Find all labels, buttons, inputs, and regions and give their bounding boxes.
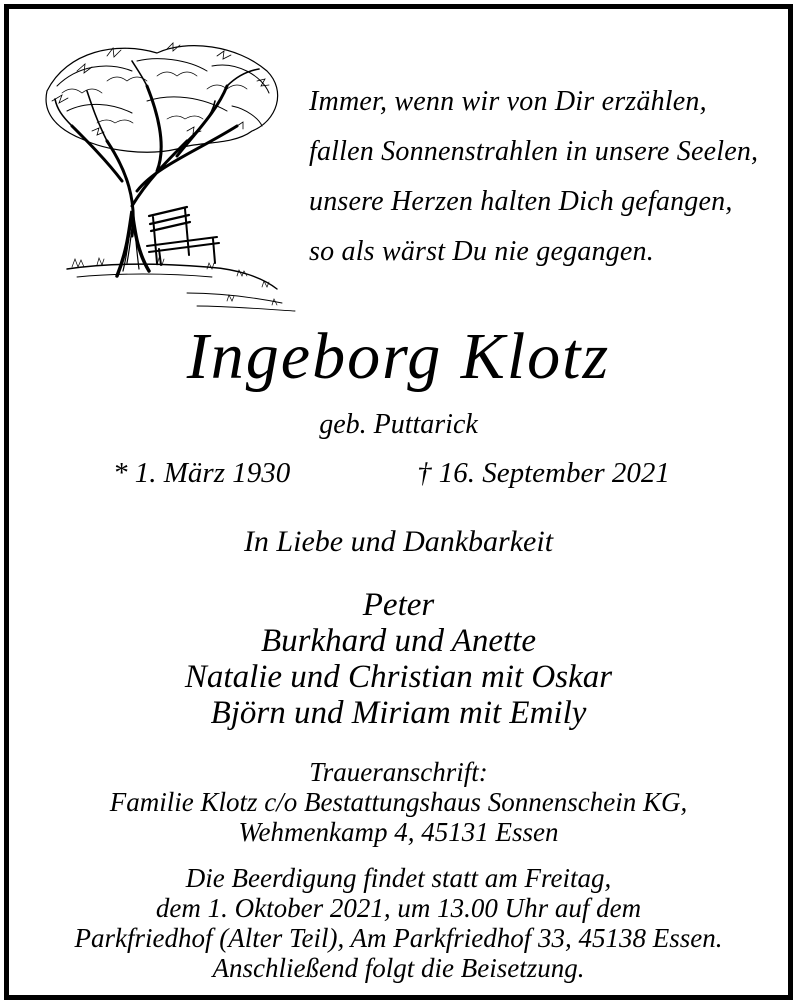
birth-date: * 1. März 1930 xyxy=(113,457,291,489)
dedication: In Liebe und Dankbarkeit xyxy=(243,525,554,558)
poem-line-1: Immer, wenn wir von Dir erzählen, xyxy=(309,86,707,117)
family-member: Burkhard und Anette xyxy=(261,623,536,659)
family-member: Peter xyxy=(362,587,435,623)
family-member: Björn und Miriam mit Emily xyxy=(210,695,587,731)
funeral-line: Die Beerdigung findet statt am Freitag, xyxy=(185,863,612,893)
mourning-address xyxy=(9,757,788,847)
deceased-name: Ingeborg Klotz xyxy=(186,320,611,393)
funeral-line: Anschließend folgt die Beisetzung. xyxy=(212,953,585,983)
poem xyxy=(309,77,779,277)
poem-line-3: unsere Herzen halten Dich gefangen, xyxy=(309,186,733,217)
birth-name: geb. Puttarick xyxy=(319,409,478,440)
poem-line-2: fallen Sonnenstrahlen in unsere Seelen, xyxy=(309,136,759,167)
family-member: Natalie und Christian mit Oskar xyxy=(184,659,613,695)
funeral-line: dem 1. Oktober 2021, um 13.00 Uhr auf dem xyxy=(155,893,642,923)
address-line-2: Wehmenkamp 4, 45131 Essen xyxy=(238,817,559,847)
obituary-frame xyxy=(4,4,793,1000)
death-date: † 16. September 2021 xyxy=(417,457,670,489)
family-list xyxy=(9,587,788,731)
poem-line-4: so als wärst Du nie gegangen. xyxy=(309,236,654,267)
tree-with-bench-illustration xyxy=(37,31,299,313)
address-line-1: Familie Klotz c/o Bestattungshaus Sonnenschein KG, xyxy=(109,787,688,817)
funeral-details xyxy=(9,863,788,983)
address-label: Traueranschrift: xyxy=(309,757,488,787)
funeral-line: Parkfriedhof (Alter Teil), Am Parkfriedhof 33, 45138 Essen. xyxy=(74,923,723,953)
